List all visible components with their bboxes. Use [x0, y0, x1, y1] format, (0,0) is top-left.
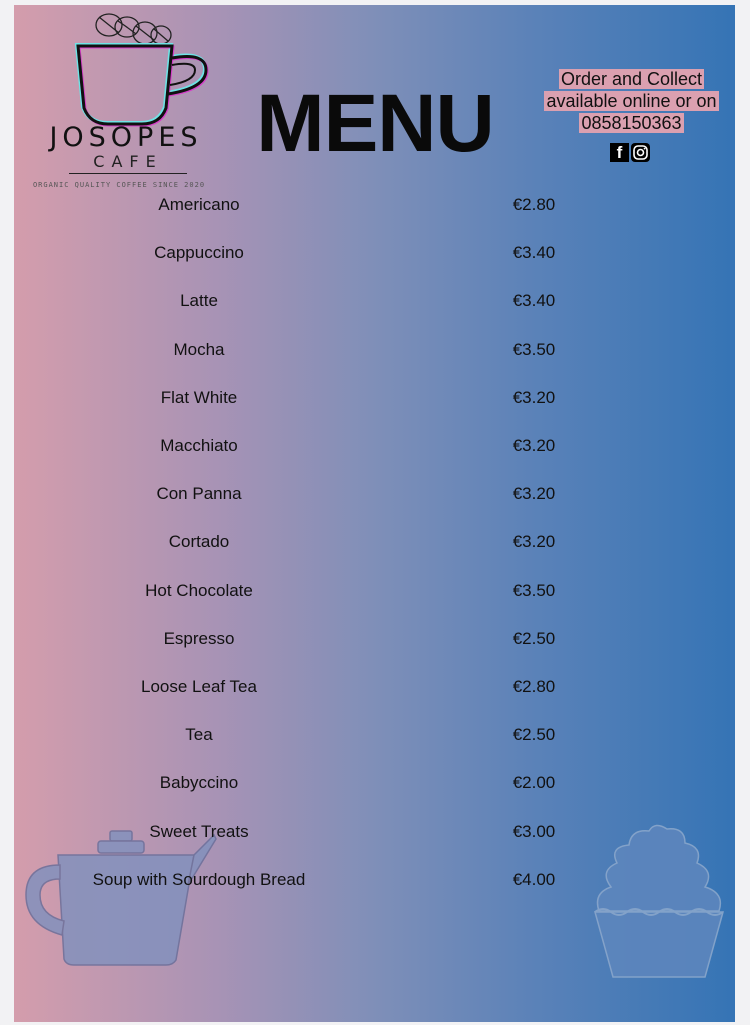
menu-item-name: Espresso — [163, 628, 235, 648]
menu-item-price: €3.40 — [512, 291, 556, 311]
menu-item — [14, 340, 735, 362]
menu-item — [14, 195, 735, 217]
menu-item-name: Loose Leaf Tea — [141, 677, 257, 696]
menu-item-price: €3.20 — [512, 484, 556, 504]
menu-item-price: €3.20 — [512, 387, 556, 407]
menu-item — [14, 773, 735, 795]
social-links — [610, 143, 650, 162]
menu-item — [14, 581, 735, 603]
order-info — [529, 68, 734, 134]
menu-item-name: Cappuccino — [154, 243, 244, 263]
order-line-2: available online or on — [546, 91, 717, 111]
menu-item-price: €2.50 — [512, 725, 556, 745]
menu-item-name: Cortado — [168, 532, 230, 552]
menu-item-price: €2.80 — [512, 677, 556, 696]
menu-item-name: Mocha — [173, 339, 225, 359]
menu-item-name: Soup with Sourdough Bread — [92, 869, 306, 889]
menu-item-name: Latte — [180, 291, 218, 311]
page-title: MENU — [256, 78, 494, 169]
menu-item-price: €2.00 — [512, 773, 556, 793]
menu-item-price: €3.50 — [512, 339, 556, 359]
menu-item — [14, 629, 735, 651]
menu-item-price: €3.20 — [512, 532, 556, 552]
menu-item-name: Macchiato — [160, 436, 238, 455]
teapot-icon — [18, 825, 218, 975]
menu-item — [14, 243, 735, 265]
menu-item-name: Tea — [185, 725, 213, 745]
menu-item-name: Americano — [158, 195, 240, 214]
brand-name: JOSOPES — [49, 122, 203, 153]
menu-item-price: €3.00 — [512, 821, 556, 841]
menu-item-price: €2.80 — [512, 195, 556, 214]
menu-item — [14, 291, 735, 313]
brand-subname: CAFE — [69, 152, 187, 174]
menu-item — [14, 725, 735, 747]
menu-item-price: €4.00 — [512, 869, 556, 889]
menu-item — [14, 484, 735, 506]
menu-page — [14, 5, 735, 1022]
menu-item — [14, 388, 735, 410]
menu-item-price: €3.50 — [512, 580, 556, 600]
cafe-logo — [19, 7, 219, 192]
menu-item-name: Sweet Treats — [149, 821, 249, 841]
order-phone: 0858150363 — [581, 113, 682, 133]
menu-item-name: Flat White — [160, 387, 238, 407]
menu-item — [14, 822, 735, 844]
facebook-icon[interactable]: f — [610, 143, 629, 162]
menu-item-price: €2.50 — [512, 628, 556, 648]
menu-item — [14, 870, 735, 892]
menu-item-name: Babyccino — [159, 773, 239, 793]
brand-tagline: ORGANIC QUALITY COFFEE SINCE 2020 — [32, 181, 206, 189]
menu-item-price: €3.20 — [512, 436, 556, 455]
menu-item-name: Hot Chocolate — [145, 580, 253, 600]
instagram-icon[interactable] — [631, 143, 650, 162]
menu-item — [14, 677, 735, 699]
menu-item-name: Con Panna — [156, 484, 242, 504]
menu-item-price: €3.40 — [512, 243, 556, 263]
menu-item — [14, 532, 735, 554]
menu-item — [14, 436, 735, 458]
order-line-1: Order and Collect — [560, 69, 703, 89]
